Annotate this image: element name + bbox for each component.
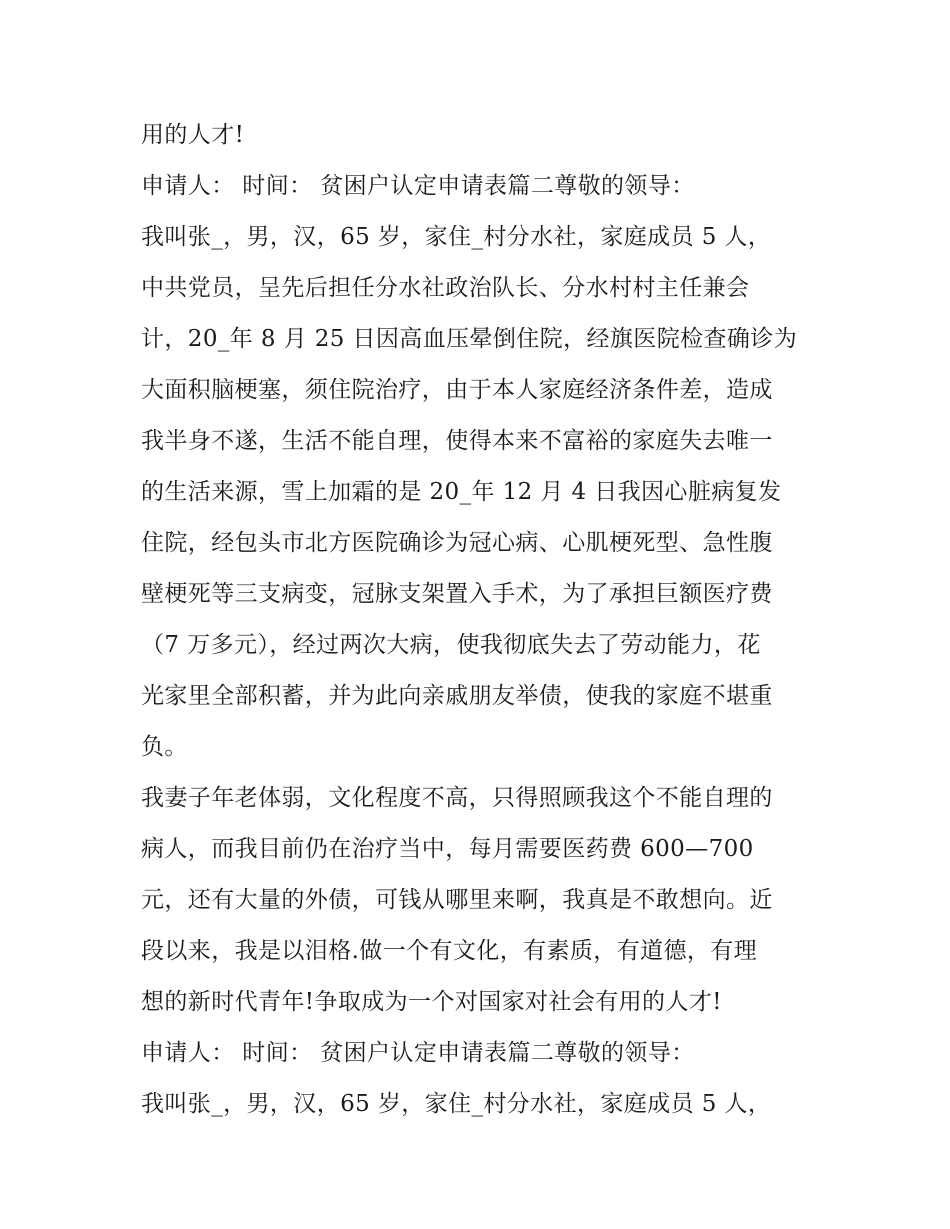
text-line: 申请人： 时间： 贫困户认定申请表篇二尊敬的领导：: [141, 173, 695, 199]
text-line: 的生活来源，雪上加霜的是 20_年 12 月 4 日我因心脏病复发: [141, 479, 782, 505]
text-line: 想的新时代青年!争取成为一个对国家对社会有用的人才!: [141, 989, 722, 1015]
text-line: 申请人： 时间： 贫困户认定申请表篇二尊敬的领导：: [141, 1040, 695, 1066]
text-line: 壁梗死等三支病变，冠脉支架置入手术，为了承担巨额医疗费: [141, 581, 773, 607]
text-line: 大面积脑梗塞，须住院治疗，由于本人家庭经济条件差，造成: [141, 377, 773, 403]
text-line: 我妻子年老体弱，文化程度不高，只得照顾我这个不能自理的: [141, 785, 773, 811]
text-line: 中共党员，呈先后担任分水社政治队长、分水村村主任兼会: [141, 275, 750, 301]
text-line: 我叫张_，男，汉，65 岁，家住_村分水社，家庭成员 5 人，: [141, 1091, 772, 1117]
text-line: 段以来，我是以泪格.做一个有文化，有素质，有道德，有理: [141, 938, 758, 964]
text-line: 我叫张_，男，汉，65 岁，家住_村分水社，家庭成员 5 人，: [141, 224, 772, 250]
text-line: 光家里全部积蓄，并为此向亲戚朋友举债，使我的家庭不堪重: [141, 683, 773, 709]
document-body: [141, 110, 821, 1130]
text-line: 负。: [141, 734, 188, 760]
text-line: 我半身不遂，生活不能自理，使得本来不富裕的家庭失去唯一: [141, 428, 773, 454]
text-line: （7 万多元），经过两次大病，使我彻底失去了劳动能力，花: [141, 632, 761, 658]
text-line: 用的人才!: [141, 122, 245, 148]
text-line: 元，还有大量的外债，可钱从哪里来啊，我真是不敢想向。近: [141, 887, 773, 913]
text-line: 住院，经包头市北方医院确诊为冠心病、心肌梗死型、急性腹: [141, 530, 773, 556]
text-line: 计，20_年 8 月 25 日因高血压晕倒住院，经旗医院检查确诊为: [141, 326, 798, 352]
text-line: 病人，而我目前仍在治疗当中，每月需要医药费 600—700: [141, 836, 754, 862]
